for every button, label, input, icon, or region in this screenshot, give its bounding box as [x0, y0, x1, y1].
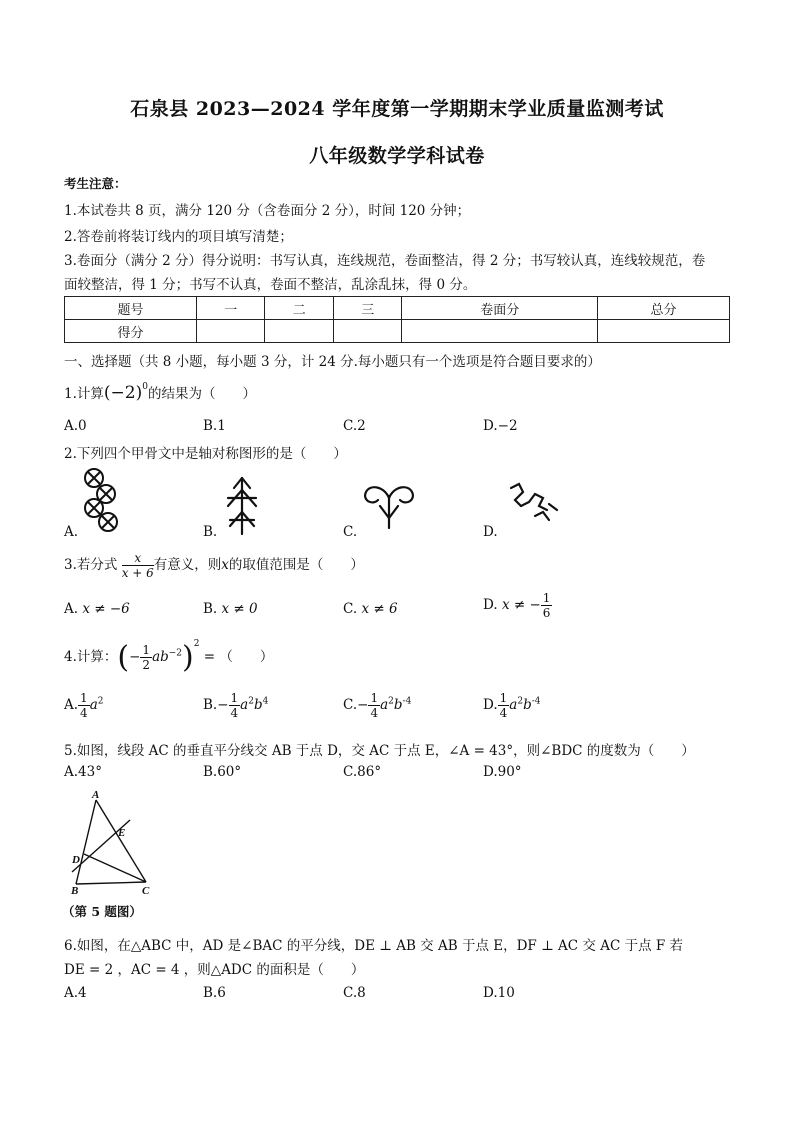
q2-option-b[interactable]: B. — [203, 524, 218, 540]
question-6-line-2: DE = 2 ，AC = 4 ，则△ADC 的面积是（ ） — [64, 962, 365, 978]
q4-option-a[interactable] — [64, 692, 103, 719]
fraction-denominator: 6 — [542, 606, 551, 620]
q3-option-a[interactable] — [64, 601, 130, 617]
table-header-cell: 一 — [197, 297, 265, 320]
option-fraction — [229, 692, 241, 719]
q4-prefix: 4.计算： — [64, 649, 118, 665]
fraction-numerator: 1 — [142, 643, 151, 657]
option-exponent: 2 — [248, 696, 254, 707]
q3-fraction — [122, 552, 154, 579]
score-table — [64, 296, 730, 343]
option-label: D. — [483, 697, 498, 713]
label-e: E — [118, 827, 126, 839]
q6-option-c[interactable]: C.8 — [343, 985, 366, 1001]
q3-option-d[interactable] — [483, 592, 552, 619]
q1-option-b[interactable]: B.1 — [203, 418, 226, 434]
table-header-cell: 总分 — [597, 297, 729, 320]
option-label: B. — [203, 601, 218, 617]
option-label: C. — [343, 601, 358, 617]
q1-option-a[interactable]: A.0 — [64, 418, 87, 434]
option-exponent: -4 — [531, 696, 541, 707]
option-value: x ≠ 6 — [361, 601, 398, 617]
notice-item-2: 2.答卷前将装订线内的项目填写清楚； — [64, 229, 293, 245]
fraction-numerator: 1 — [542, 591, 551, 605]
q3-var: x — [221, 557, 229, 573]
option-term: a — [240, 697, 249, 713]
question-2: 2.下列四个甲骨文中是轴对称图形的是（ ） — [64, 446, 347, 462]
score-cell[interactable] — [197, 320, 265, 343]
q6-option-a[interactable]: A.4 — [64, 985, 87, 1001]
q6-option-d[interactable]: D.10 — [483, 985, 515, 1001]
q4-option-d[interactable] — [483, 692, 541, 719]
option-exponent: 2 — [97, 696, 104, 707]
oracle-glyph-a-icon — [76, 466, 126, 534]
notice-heading: 考生注意： — [64, 176, 127, 191]
q4-fraction — [140, 644, 152, 671]
table-header-cell: 二 — [265, 297, 333, 320]
option-label: D. — [483, 597, 498, 613]
q5-option-d[interactable]: D.90° — [483, 764, 522, 780]
option-term: a — [509, 697, 518, 713]
option-term: a — [89, 697, 98, 713]
q4-option-c[interactable] — [343, 692, 411, 719]
option-term: b — [523, 697, 532, 713]
fraction-denominator: 2 — [142, 658, 151, 672]
oracle-glyph-b-icon — [222, 476, 262, 536]
q4-inner-exponent: −2 — [168, 648, 183, 659]
close-paren: ) — [182, 640, 194, 675]
fraction-numerator: 1 — [499, 691, 508, 705]
notice-item-3a: 3.卷面分（满分 2 分）得分说明：书写认真，连线规范，卷面整洁，得 2 分；书写较认真，连线较规范，卷 — [64, 253, 706, 269]
question-4 — [64, 640, 273, 675]
q1-prefix: 1.计算 — [64, 386, 104, 402]
option-value: x ≠ 0 — [221, 601, 258, 617]
q2-option-a[interactable]: A. — [64, 524, 79, 540]
score-row-label: 得分 — [65, 320, 197, 343]
score-cell[interactable] — [265, 320, 333, 343]
q4-suffix: = （ ） — [199, 649, 274, 665]
option-fraction — [368, 692, 380, 719]
option-term: b — [253, 697, 263, 713]
exam-subtitle: 八年级数学学科试卷 — [309, 145, 485, 167]
q2-option-d[interactable]: D. — [483, 524, 498, 540]
question-1 — [64, 382, 256, 403]
table-header-cell: 题号 — [65, 297, 197, 320]
figure-caption: （第 5 题图） — [62, 904, 142, 919]
fraction-denominator: 4 — [80, 706, 88, 720]
fraction-denominator: 4 — [499, 706, 508, 720]
option-label: B. — [203, 697, 218, 713]
option-term: b — [393, 697, 403, 713]
label-a: A — [92, 789, 100, 801]
q3-suffix: 的取值范围是（ ） — [228, 557, 364, 573]
score-cell[interactable] — [333, 320, 401, 343]
q5-option-b[interactable]: B.60° — [203, 764, 242, 780]
score-cell[interactable] — [597, 320, 729, 343]
q4-outer-exponent: 2 — [193, 638, 200, 649]
option-label: C. — [343, 697, 358, 713]
fraction-numerator: 1 — [230, 691, 239, 705]
q1-exponent: 0 — [142, 381, 148, 392]
q3-mid: 有意义，则 — [153, 557, 222, 573]
q3-prefix: 3.若分式 — [64, 557, 118, 573]
option-exponent: 4 — [262, 696, 269, 707]
open-paren: ( — [117, 640, 130, 675]
q6-option-b[interactable]: B.6 — [203, 985, 226, 1001]
section-heading: 一、选择题（共 8 小题，每小题 3 分，计 24 分.每小题只有一个选项是符合题目要求的） — [64, 354, 601, 370]
q5-option-c[interactable]: C.86° — [343, 764, 382, 780]
question-6-line-1: 6.如图，在△ABC 中，AD 是∠BAC 的平分线，DE ⊥ AB 交 AB 于点 E，DF ⊥ AC 交 AC 于点 F 若 — [64, 938, 684, 954]
option-exponent: -4 — [402, 696, 412, 707]
exam-title: 石泉县 2023—2024 学年度第一学期期末学业质量监测考试 — [130, 98, 664, 120]
notice-item-3b: 面较整洁，得 1 分；书写不认真，卷面不整洁，乱涂乱抹，得 0 分。 — [64, 277, 477, 293]
fraction-numerator: 1 — [80, 691, 88, 705]
table-header-cell: 卷面分 — [402, 297, 598, 320]
q4-term: ab — [152, 649, 169, 665]
q1-suffix: 的结果为（ ） — [147, 386, 256, 402]
option-fraction — [78, 692, 90, 719]
q3-option-c[interactable] — [343, 601, 398, 617]
notice-item-1: 1.本试卷共 8 页，满分 120 分（含卷面分 2 分），时间 120 分钟； — [64, 203, 471, 219]
q3-option-b[interactable] — [203, 601, 258, 617]
fraction-denominator: 4 — [230, 706, 239, 720]
option-value: x ≠ −6 — [82, 601, 130, 617]
option-exponent: 2 — [517, 696, 524, 707]
label-d: D — [72, 854, 80, 866]
table-header-cell: 三 — [333, 297, 401, 320]
q2-option-c[interactable]: C. — [343, 524, 358, 540]
q3-denominator: x + 6 — [121, 566, 154, 580]
q4-option-b[interactable] — [203, 692, 268, 719]
q3-numerator: x — [122, 552, 154, 566]
option-term: a — [380, 697, 389, 713]
option-exponent: 2 — [388, 696, 394, 707]
fraction-numerator: 1 — [370, 691, 379, 705]
option-sign: − — [357, 697, 369, 713]
fraction-denominator: 4 — [370, 706, 379, 720]
score-cell[interactable] — [402, 320, 598, 343]
score-table-score-row — [65, 320, 730, 343]
triangle-figure-q5 — [62, 788, 162, 900]
oracle-glyph-d-icon — [505, 480, 561, 528]
oracle-glyph-c-icon — [360, 482, 418, 532]
label-c: C — [142, 885, 150, 897]
option-sign: − — [217, 697, 229, 713]
option-fraction — [498, 692, 510, 719]
q3-d-fraction — [541, 592, 553, 619]
question-5: 5.如图，线段 AC 的垂直平分线交 AB 于点 D，交 AC 于点 E，∠A = 43°，则∠BDC 的度数为（ ） — [64, 743, 695, 759]
q1-base: (−2) — [103, 383, 143, 403]
option-label: A. — [64, 697, 79, 713]
q1-option-c[interactable]: C.2 — [343, 418, 366, 434]
q1-option-d[interactable]: D.−2 — [483, 418, 518, 434]
question-3 — [64, 552, 364, 579]
q5-option-a[interactable]: A.43° — [64, 764, 102, 780]
label-b: B — [71, 885, 79, 897]
option-label: A. — [64, 601, 79, 617]
score-table-header-row — [65, 297, 730, 320]
option-value: x ≠ − — [501, 597, 541, 613]
q4-sign: − — [129, 649, 141, 665]
